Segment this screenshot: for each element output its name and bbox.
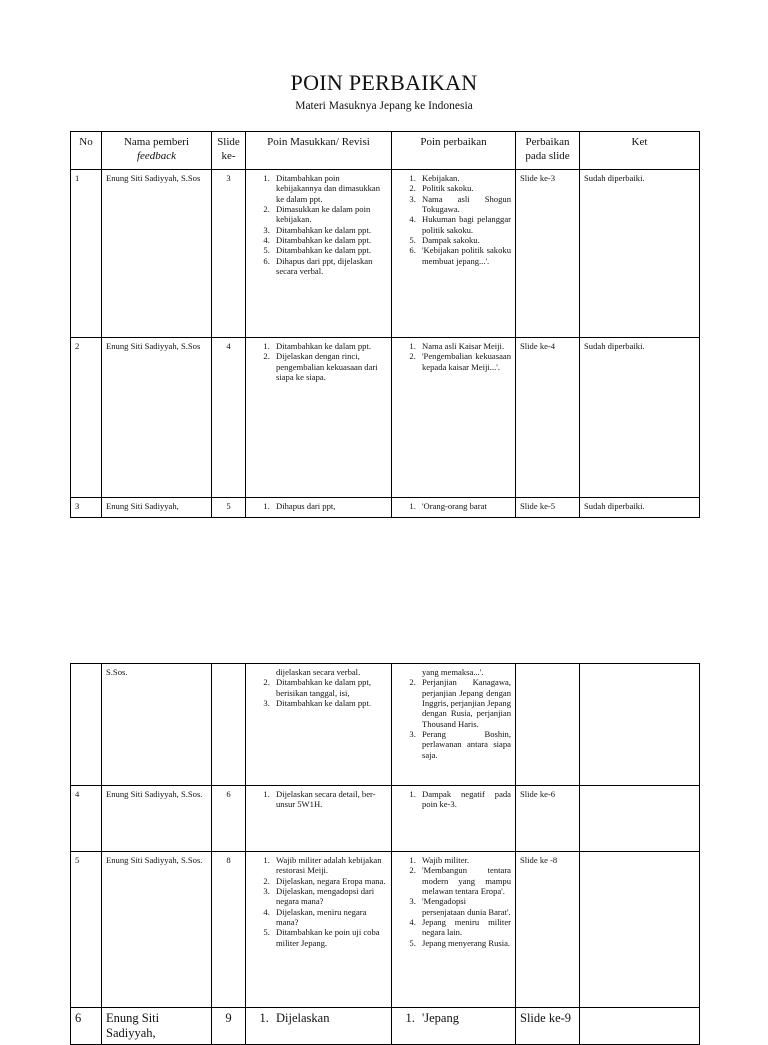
cell-no	[71, 664, 102, 786]
list-item: 2. Politik sakoku.	[418, 183, 511, 193]
list-item: 2. 'Membangun tentara modern yang mampu melawan tentara Eropa'.	[418, 865, 511, 896]
cell-pada-slide	[516, 664, 580, 786]
list-item: 5. Jepang menyerang Rusia.	[418, 938, 511, 948]
cell-ket: Sudah diperbaiki.	[580, 170, 700, 338]
list-item: 2. Dimasukkan ke dalam poin kebijakan.	[272, 204, 387, 225]
list-item: 2. Dijelaskan, negara Eropa mana.	[272, 876, 387, 886]
header-no: No	[71, 132, 102, 170]
list-item: 1. Dihapus dari ppt,	[272, 501, 387, 511]
cell-pada-slide: Slide ke-5	[516, 498, 580, 518]
table-row	[71, 338, 700, 498]
cell-masukkan	[246, 664, 392, 786]
list-item: 2. Dijelaskan dengan rinci, pengembalian kekuasaan dari siapa ke siapa.	[272, 351, 387, 382]
cell-nama: Enung Siti Sadiyyah, S.Sos	[102, 338, 212, 498]
cell-no: 6	[71, 1008, 102, 1045]
cell-ket: Sudah diperbaiki.	[580, 498, 700, 518]
header-masukkan: Poin Masukkan/ Revisi	[246, 132, 392, 170]
list-item: 1. 'Jepang	[418, 1011, 511, 1026]
list-item: 4. Dijelaskan, meniru negara mana?	[272, 907, 387, 928]
cell-perbaikan	[392, 498, 516, 518]
cell-pada-slide: Slide ke-6	[516, 786, 580, 852]
cell-slide	[212, 664, 246, 786]
cell-masukkan	[246, 338, 392, 498]
cell-nama: Enung Siti Sadiyyah,	[102, 498, 212, 518]
cell-nama: S.Sos.	[102, 664, 212, 786]
list-item: 1. Dijelaskan	[272, 1011, 387, 1026]
cell-perbaikan	[392, 1008, 516, 1045]
table-header-row	[71, 132, 700, 170]
list-item: 1. Ditambahkan ke dalam ppt.	[272, 341, 387, 351]
cell-no: 2	[71, 338, 102, 498]
cell-ket: Sudah diperbaiki.	[580, 338, 700, 498]
cell-no: 4	[71, 786, 102, 852]
list-item: 4. Ditambahkan ke dalam ppt.	[272, 235, 387, 245]
cell-slide: 8	[212, 852, 246, 1008]
list-item: 2. Ditambahkan ke dalam ppt, berisikan tanggal, isi,	[272, 677, 387, 698]
cell-ket	[580, 664, 700, 786]
list-item: 5. Ditambahkan ke poin uji coba militer Jepang.	[272, 927, 387, 948]
cell-pada-slide: Slide ke-3	[516, 170, 580, 338]
list-item: 3. Dijelaskan, mengadopsi dari negara mana?	[272, 886, 387, 907]
cell-masukkan	[246, 852, 392, 1008]
cell-ket	[580, 1008, 700, 1045]
cell-nama: Enung Siti Sadiyyah, S.Sos.	[102, 852, 212, 1008]
list-item: 6. Dihapus dari ppt, dijelaskan secara verbal.	[272, 256, 387, 277]
cell-slide: 6	[212, 786, 246, 852]
list-item: 3. Nama asli Shogun Tokugawa.	[418, 194, 511, 215]
header-perbaikan: Poin perbaikan	[392, 132, 516, 170]
header-pada-slide: Perbaikan pada slide	[516, 132, 580, 170]
list-item: 4. Hukuman bagi pelanggar politik sakoku.	[418, 214, 511, 235]
list-item: 1. Wajib militer.	[418, 855, 511, 865]
cell-nama: Enung Siti Sadiyyah, S.Sos.	[102, 786, 212, 852]
cell-slide: 3	[212, 170, 246, 338]
list-item-continued: dijelaskan secara verbal.	[276, 667, 361, 677]
table-row	[71, 664, 700, 786]
list-item: 1. Nama asli Kaisar Meiji.	[418, 341, 511, 351]
cell-ket	[580, 786, 700, 852]
cell-perbaikan	[392, 664, 516, 786]
list-item: 1. 'Orang-orang barat	[418, 501, 511, 511]
header-nama: Nama pemberi feedback	[102, 132, 212, 170]
list-item: 3. Ditambahkan ke dalam ppt.	[272, 225, 387, 235]
cell-perbaikan	[392, 852, 516, 1008]
cell-pada-slide: Slide ke-4	[516, 338, 580, 498]
page-title: POIN PERBAIKAN	[290, 70, 478, 95]
cell-slide: 4	[212, 338, 246, 498]
cell-no: 1	[71, 170, 102, 338]
page-subtitle: Materi Masuknya Jepang ke Indonesia	[295, 100, 473, 112]
list-item: 4. Jepang meniru militer negara lain.	[418, 917, 511, 938]
header-ket: Ket	[580, 132, 700, 170]
cell-masukkan	[246, 170, 392, 338]
cell-pada-slide: Slide ke-9	[516, 1008, 580, 1045]
cell-pada-slide: Slide ke -8	[516, 852, 580, 1008]
cell-slide: 5	[212, 498, 246, 518]
cell-masukkan	[246, 498, 392, 518]
table-row	[71, 852, 700, 1008]
cell-no: 3	[71, 498, 102, 518]
cell-perbaikan	[392, 786, 516, 852]
table-row	[71, 786, 700, 852]
revision-table-continued	[70, 663, 700, 1045]
list-item: 3. 'Mengadopsi persenjataan dunia Barat'.	[418, 896, 511, 917]
list-item: 6. 'Kebijakan politik sakoku membuat jepang...'.	[418, 245, 511, 266]
list-item: 2. 'Pengembalian kekuasaan kepada kaisar Meiji...'.	[418, 351, 511, 372]
list-item: 1. Dijelaskan secara detail, ber-unsur 5W1H.	[272, 789, 387, 810]
cell-perbaikan	[392, 338, 516, 498]
cell-perbaikan	[392, 170, 516, 338]
list-item: 1. Dampak negatif pada poin ke-3.	[418, 789, 511, 810]
header-slide: Slide ke-	[212, 132, 246, 170]
list-item: 1. Kebijakan.	[418, 173, 511, 183]
list-item: 1. Wajib militer adalah kebijakan restorasi Meiji.	[272, 855, 387, 876]
cell-nama: Enung Siti Sadiyyah, S.Sos	[102, 170, 212, 338]
revision-table	[70, 131, 700, 518]
list-item: 5. Ditambahkan ke dalam ppt.	[272, 245, 387, 255]
cell-ket	[580, 852, 700, 1008]
list-item: 2. Perjanjian Kanagawa, perjanjian Jepang dengan Inggris, perjanjian Jepang dengan Rusia, perjanjian Thousand Haris.	[418, 677, 511, 729]
table-row	[71, 170, 700, 338]
list-item: 3. Ditambahkan ke dalam ppt.	[272, 698, 387, 708]
cell-nama: Enung Siti Sadiyyah,	[102, 1008, 212, 1045]
table-row	[71, 1008, 700, 1045]
list-item: 5. Dampak sakoku.	[418, 235, 511, 245]
list-item: 3. Perang Boshin, perlawanan antara siapa saja.	[418, 729, 511, 760]
cell-no: 5	[71, 852, 102, 1008]
list-item-continued: yang memaksa...'.	[422, 667, 484, 677]
table-row	[71, 498, 700, 518]
cell-masukkan	[246, 786, 392, 852]
list-item: 1. Ditambahkan poin kebijakannya dan dimasukkan ke dalam ppt.	[272, 173, 387, 204]
cell-slide: 9	[212, 1008, 246, 1045]
cell-masukkan	[246, 1008, 392, 1045]
